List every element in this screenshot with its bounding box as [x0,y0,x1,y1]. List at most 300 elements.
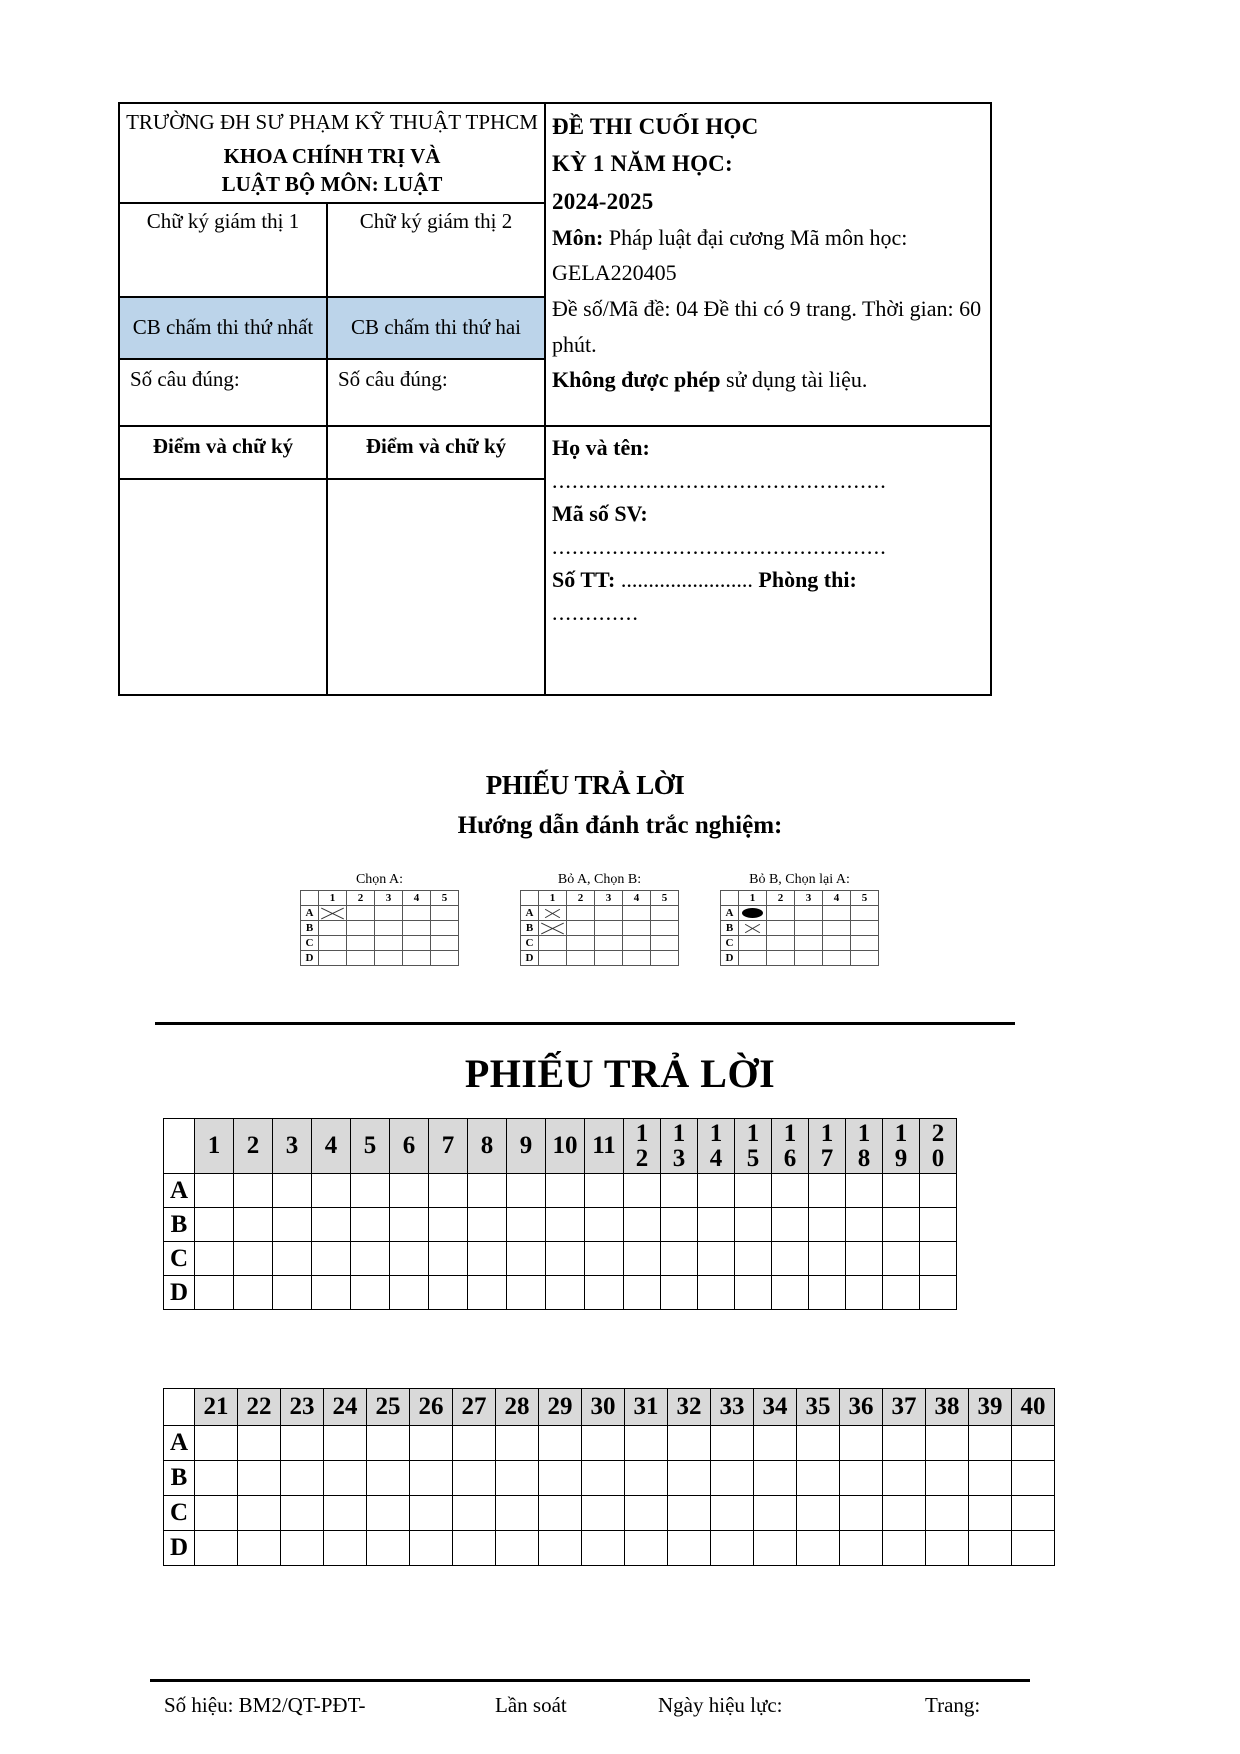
answer-bubble-11-c[interactable] [585,1242,624,1276]
answer2-row-label-d: D [164,1531,195,1566]
footer-effective-date: Ngày hiệu lực: [658,1693,783,1717]
answer2-col-header-34: 34 [754,1389,797,1426]
exam-academic-year: 2024-2025 [552,188,654,214]
answer-bubble-2-a[interactable] [234,1174,273,1208]
answer-bubble-2-b[interactable] [234,1208,273,1242]
marking-guide-title: Hướng dẫn đánh trắc nghiệm: [457,812,783,839]
answer-bubble-29-a[interactable] [539,1426,582,1461]
answer-bubble-12-d[interactable] [624,1276,661,1310]
guide2-col-2: 2 [567,891,595,906]
answer-bubble-5-c[interactable] [351,1242,390,1276]
answer-bubble-34-b[interactable] [754,1461,797,1496]
answer-bubble-33-d[interactable] [711,1531,754,1566]
guide1-row-b: B [301,921,319,936]
guide1-cell-c1 [319,936,347,951]
answer-bubble-36-a[interactable] [840,1426,883,1461]
guide2-cell-d5 [651,951,679,966]
guide1-cell-a3 [375,906,403,921]
guide3-cell-c3 [795,936,823,951]
answer-bubble-14-c[interactable] [698,1242,735,1276]
guide2-cell-b2 [567,921,595,936]
guide3-cell-b1-crossed-out [739,921,767,936]
answer-bubble-31-d[interactable] [625,1531,668,1566]
answer-bubble-37-b[interactable] [883,1461,926,1496]
answer-bubble-32-d[interactable] [668,1531,711,1566]
guide1-row-c: C [301,936,319,951]
answer-bubble-28-d[interactable] [496,1531,539,1566]
answer-bubble-31-c[interactable] [625,1496,668,1531]
answer1-col-header-2: 2 [234,1119,273,1174]
answer-bubble-23-a[interactable] [281,1426,324,1461]
cut-line-section [155,770,1015,804]
answer-bubble-19-c[interactable] [883,1242,920,1276]
answer-bubble-38-d[interactable] [926,1531,969,1566]
guide2-cell-d1 [539,951,567,966]
answer-bubble-23-b[interactable] [281,1461,324,1496]
guide-example-choose-a [300,872,459,966]
answer-bubble-11-a[interactable] [585,1174,624,1208]
answer-bubble-30-b[interactable] [582,1461,625,1496]
footer-divider [150,1679,1030,1682]
answer1-row-b [164,1208,957,1242]
answer-bubble-35-a[interactable] [797,1426,840,1461]
university-name: TRƯỜNG ĐH SƯ PHẠM KỸ THUẬT TPHCM [126,110,538,134]
guide2-cell-b3 [595,921,623,936]
answer-bubble-29-b[interactable] [539,1461,582,1496]
student-info-cell [545,426,991,695]
grader2-label: CB chấm thi thứ hai [327,297,545,359]
answer-bubble-22-b[interactable] [238,1461,281,1496]
answer2-col-header-38: 38 [926,1389,969,1426]
answer-bubble-12-b[interactable] [624,1208,661,1242]
answer-bubble-30-d[interactable] [582,1531,625,1566]
answer-bubble-6-a[interactable] [390,1174,429,1208]
answer-bubble-9-d[interactable] [507,1276,546,1310]
answer-bubble-9-c[interactable] [507,1242,546,1276]
answer-bubble-13-c[interactable] [661,1242,698,1276]
page-footer [150,1693,1040,1733]
answer-bubble-32-a[interactable] [668,1426,711,1461]
exam-info-cell [545,103,991,426]
answer-sheet-title: PHIẾU TRẢ LỜI [464,1051,776,1096]
answer-bubble-39-d[interactable] [969,1531,1012,1566]
answer2-row-a [164,1426,1055,1461]
guide3-row-d: D [721,951,739,966]
answer-bubble-24-d[interactable] [324,1531,367,1566]
answer-bubble-19-b[interactable] [883,1208,920,1242]
answer-bubble-5-b[interactable] [351,1208,390,1242]
answer-bubble-33-b[interactable] [711,1461,754,1496]
answer-bubble-29-c[interactable] [539,1496,582,1531]
answer1-row-label-c: C [164,1242,195,1276]
answer-bubble-15-c[interactable] [735,1242,772,1276]
answer-bubble-19-a[interactable] [883,1174,920,1208]
exam-title-line2: KỲ 1 NĂM HỌC: [552,151,733,177]
answer-bubble-15-b[interactable] [735,1208,772,1242]
answer-bubble-10-b[interactable] [546,1208,585,1242]
answer-bubble-17-d[interactable] [809,1276,846,1310]
answer-bubble-33-c[interactable] [711,1496,754,1531]
answer-bubble-18-a[interactable] [846,1174,883,1208]
answer-bubble-24-b[interactable] [324,1461,367,1496]
answer-grid-1-20 [163,1118,957,1310]
guide3-col-3: 3 [795,891,823,906]
answer1-col-header-17: 1 7 [809,1119,846,1174]
answer-bubble-8-b[interactable] [468,1208,507,1242]
answer-bubble-21-c[interactable] [195,1496,238,1531]
answer-bubble-35-b[interactable] [797,1461,840,1496]
guide2-cell-c5 [651,936,679,951]
answer-bubble-39-c[interactable] [969,1496,1012,1531]
answer1-col-header-18: 1 8 [846,1119,883,1174]
guide2-cell-a5 [651,906,679,921]
answer-bubble-28-b[interactable] [496,1461,539,1496]
answer-bubble-2-c[interactable] [234,1242,273,1276]
answer-bubble-27-a[interactable] [453,1426,496,1461]
answer-bubble-21-a[interactable] [195,1426,238,1461]
answer-bubble-39-b[interactable] [969,1461,1012,1496]
answer1-col-header-16: 1 6 [772,1119,809,1174]
answer-bubble-27-b[interactable] [453,1461,496,1496]
guide2-cell-d2 [567,951,595,966]
answer-bubble-36-b[interactable] [840,1461,883,1496]
answer2-col-header-21: 21 [195,1389,238,1426]
guide1-row-d: D [301,951,319,966]
answer-bubble-20-c[interactable] [920,1242,957,1276]
answer-bubble-40-b[interactable] [1012,1461,1055,1496]
answer-bubble-23-d[interactable] [281,1531,324,1566]
answer-bubble-30-c[interactable] [582,1496,625,1531]
answer-bubble-16-b[interactable] [772,1208,809,1242]
guide3-cell-b4 [823,921,851,936]
answer-bubble-13-d[interactable] [661,1276,698,1310]
guide2-row-c: C [521,936,539,951]
answer2-row-b [164,1461,1055,1496]
answer-bubble-27-d[interactable] [453,1531,496,1566]
answer-bubble-34-d[interactable] [754,1531,797,1566]
answer2-row-label-c: C [164,1496,195,1531]
guide2-cell-a3 [595,906,623,921]
answer-bubble-30-a[interactable] [582,1426,625,1461]
answer-bubble-14-b[interactable] [698,1208,735,1242]
subject-value: Pháp luật đại cương Mã môn học: GELA220405 [552,224,908,286]
answer2-col-header-39: 39 [969,1389,1012,1426]
answer-bubble-16-c[interactable] [772,1242,809,1276]
guide3-cell-a1-filled [739,906,767,921]
answer-bubble-35-d[interactable] [797,1531,840,1566]
guide3-cell-c2 [767,936,795,951]
answer1-col-header-3: 3 [273,1119,312,1174]
answer-bubble-7-d[interactable] [429,1276,468,1310]
correct-count1-field[interactable]: Số câu đúng: [119,359,327,426]
answer-bubble-8-a[interactable] [468,1174,507,1208]
answer-bubble-11-b[interactable] [585,1208,624,1242]
answer-bubble-6-c[interactable] [390,1242,429,1276]
answer-bubble-3-c[interactable] [273,1242,312,1276]
answer-bubble-7-c[interactable] [429,1242,468,1276]
answer-bubble-38-b[interactable] [926,1461,969,1496]
no-materials-rest: sử dụng tài liệu. [720,367,868,393]
seat-number-dots[interactable]: ........................ [620,567,753,593]
answer-bubble-2-d[interactable] [234,1276,273,1310]
student-name-dots[interactable]: .................................................. [552,468,887,494]
guide3-col-1: 1 [739,891,767,906]
proctor2-signature-cell[interactable] [327,203,545,297]
exam-header-table [118,102,990,696]
answer-bubble-5-a[interactable] [351,1174,390,1208]
answer-bubble-32-b[interactable] [668,1461,711,1496]
answer-bubble-21-d[interactable] [195,1531,238,1566]
answer-bubble-33-a[interactable] [711,1426,754,1461]
guide1-row-a: A [301,906,319,921]
answer-bubble-31-b[interactable] [625,1461,668,1496]
guide2-cell-a2 [567,906,595,921]
guide3-cell-d3 [795,951,823,966]
answer-bubble-20-b[interactable] [920,1208,957,1242]
guide3-corner [721,891,739,906]
guide1-cell-b1 [319,921,347,936]
answer-bubble-39-a[interactable] [969,1426,1012,1461]
guide2-cell-a1-crossed-out [539,906,567,921]
answer-bubble-13-a[interactable] [661,1174,698,1208]
footer-doc-number: Số hiệu: BM2/QT-PĐT- [164,1693,366,1717]
organization-cell [119,103,545,203]
guide2-cell-d3 [595,951,623,966]
answer-bubble-23-c[interactable] [281,1496,324,1531]
answer1-row-c [164,1242,957,1276]
answer-bubble-38-c[interactable] [926,1496,969,1531]
answer-bubble-38-a[interactable] [926,1426,969,1461]
answer-bubble-15-d[interactable] [735,1276,772,1310]
answer-bubble-25-d[interactable] [367,1531,410,1566]
score-signature2-label: Điểm và chữ ký [327,426,545,479]
answer-bubble-29-d[interactable] [539,1531,582,1566]
answer-bubble-28-c[interactable] [496,1496,539,1531]
guide2-col-3: 3 [595,891,623,906]
score-signature1-blank[interactable] [119,479,327,695]
answer-bubble-17-a[interactable] [809,1174,846,1208]
answer2-col-header-29: 29 [539,1389,582,1426]
answer-bubble-12-a[interactable] [624,1174,661,1208]
guide1-cell-c3 [375,936,403,951]
answer-bubble-7-a[interactable] [429,1174,468,1208]
answer-bubble-19-d[interactable] [883,1276,920,1310]
footer-page-number: Trang: [925,1693,981,1717]
answer-bubble-22-d[interactable] [238,1531,281,1566]
answer-bubble-25-b[interactable] [367,1461,410,1496]
answer1-col-header-10: 10 [546,1119,585,1174]
answer2-col-header-37: 37 [883,1389,926,1426]
exam-code-row: Đề số/Mã đề: 04 Đề thi có 9 trang. Thời gian: 60 phút. [552,296,982,357]
answer-bubble-37-a[interactable] [883,1426,926,1461]
guide2-row-d: D [521,951,539,966]
answer2-col-header-30: 30 [582,1389,625,1426]
guide1-corner [301,891,319,906]
proctor1-signature-cell[interactable] [119,203,327,297]
guide1-cell-b4 [403,921,431,936]
guide2-col-1: 1 [539,891,567,906]
guide-caption-1: Chọn A: [355,872,404,887]
answer-bubble-32-c[interactable] [668,1496,711,1531]
answer2-row-d [164,1531,1055,1566]
guide1-cell-b2 [347,921,375,936]
answer-bubble-37-c[interactable] [883,1496,926,1531]
department-name: LUẬT BỘ MÔN: LUẬT [221,171,443,196]
guide1-cell-a5 [431,906,459,921]
answer-bubble-4-b[interactable] [312,1208,351,1242]
guide3-cell-d4 [823,951,851,966]
guide3-col-2: 2 [767,891,795,906]
exam-room-label: Phòng thi: [758,567,857,593]
answer-bubble-9-b[interactable] [507,1208,546,1242]
answer-bubble-4-d[interactable] [312,1276,351,1310]
answer-bubble-18-d[interactable] [846,1276,883,1310]
answer-bubble-34-c[interactable] [754,1496,797,1531]
exam-title-line1: ĐỀ THI CUỐI HỌC [552,114,759,139]
answer-bubble-12-c[interactable] [624,1242,661,1276]
answer-bubble-17-b[interactable] [809,1208,846,1242]
answer-bubble-27-c[interactable] [453,1496,496,1531]
answer-bubble-24-c[interactable] [324,1496,367,1531]
cut-line-title: PHIẾU TRẢ LỜI [155,770,1015,801]
guide2-row-b: B [521,921,539,936]
student-name-label: Họ và tên: [552,435,650,461]
answer-bubble-10-c[interactable] [546,1242,585,1276]
answer2-row-c [164,1496,1055,1531]
guide1-col-3: 3 [375,891,403,906]
guide-caption-3: Bỏ B, Chọn lại A: [749,872,850,887]
answer-bubble-8-d[interactable] [468,1276,507,1310]
answer-bubble-14-a[interactable] [698,1174,735,1208]
guide2-corner [521,891,539,906]
student-id-row [552,497,984,530]
answer-bubble-31-a[interactable] [625,1426,668,1461]
score-signature2-blank[interactable] [327,479,545,695]
answer2-col-header-35: 35 [797,1389,840,1426]
guide3-col-5: 5 [851,891,879,906]
answer-bubble-40-d[interactable] [1012,1531,1055,1566]
answer-bubble-28-a[interactable] [496,1426,539,1461]
answer-bubble-26-c[interactable] [410,1496,453,1531]
guide1-cell-c5 [431,936,459,951]
guide1-cell-d5 [431,951,459,966]
answer2-col-header-33: 33 [711,1389,754,1426]
answer-bubble-1-b[interactable] [195,1208,234,1242]
answer-bubble-26-a[interactable] [410,1426,453,1461]
seat-room-row [552,563,984,596]
answer-bubble-1-d[interactable] [195,1276,234,1310]
score-signature1-label: Điểm và chữ ký [119,426,327,479]
guide1-cell-d1 [319,951,347,966]
answer-bubble-6-b[interactable] [390,1208,429,1242]
guide-caption-2: Bỏ A, Chọn B: [557,872,642,887]
answer-bubble-40-c[interactable] [1012,1496,1055,1531]
guide1-cell-b3 [375,921,403,936]
answer2-col-header-40: 40 [1012,1389,1055,1426]
answer-bubble-36-c[interactable] [840,1496,883,1531]
answer-bubble-26-d[interactable] [410,1531,453,1566]
guide2-cell-b1-x-mark [539,921,567,936]
guide1-cell-d2 [347,951,375,966]
answer-bubble-16-a[interactable] [772,1174,809,1208]
answer-bubble-3-a[interactable] [273,1174,312,1208]
answer1-row-a [164,1174,957,1208]
answer-bubble-36-d[interactable] [840,1531,883,1566]
correct-count2-field[interactable]: Số câu đúng: [327,359,545,426]
answer2-col-header-26: 26 [410,1389,453,1426]
answer-bubble-37-d[interactable] [883,1531,926,1566]
answer-grid-21-40 [163,1388,1055,1566]
answer-bubble-3-d[interactable] [273,1276,312,1310]
answer1-col-header-11: 11 [585,1119,624,1174]
answer-bubble-14-d[interactable] [698,1276,735,1310]
answer1-col-header-6: 6 [390,1119,429,1174]
answer-bubble-10-a[interactable] [546,1174,585,1208]
exam-room-dots[interactable]: ............. [552,600,640,626]
answer-bubble-18-b[interactable] [846,1208,883,1242]
answer-bubble-1-a[interactable] [195,1174,234,1208]
answer-bubble-7-b[interactable] [429,1208,468,1242]
student-name-row [552,431,984,464]
guide3-cell-c4 [823,936,851,951]
answer2-col-header-31: 31 [625,1389,668,1426]
guide-example-back-to-a [720,872,879,966]
answer-bubble-21-b[interactable] [195,1461,238,1496]
answer-bubble-20-a[interactable] [920,1174,957,1208]
answer-bubble-3-b[interactable] [273,1208,312,1242]
answer-bubble-20-d[interactable] [920,1276,957,1310]
answer1-col-header-1: 1 [195,1119,234,1174]
guide2-cell-b5 [651,921,679,936]
answer-bubble-16-d[interactable] [772,1276,809,1310]
answer1-col-header-9: 9 [507,1119,546,1174]
answer-bubble-22-a[interactable] [238,1426,281,1461]
answer-bubble-40-a[interactable] [1012,1426,1055,1461]
answer-bubble-1-c[interactable] [195,1242,234,1276]
answer-bubble-18-c[interactable] [846,1242,883,1276]
answer-bubble-6-d[interactable] [390,1276,429,1310]
seat-number-label: Số TT: [552,567,616,593]
answer-bubble-13-b[interactable] [661,1208,698,1242]
grader1-label: CB chấm thi thứ nhất [119,297,327,359]
answer-bubble-26-b[interactable] [410,1461,453,1496]
answer1-row-d [164,1276,957,1310]
guide1-col-1: 1 [319,891,347,906]
answer1-col-header-14: 1 4 [698,1119,735,1174]
answer-bubble-25-a[interactable] [367,1426,410,1461]
answer-bubble-11-d[interactable] [585,1276,624,1310]
guide3-row-a: A [721,906,739,921]
answer-bubble-10-d[interactable] [546,1276,585,1310]
answer-bubble-4-a[interactable] [312,1174,351,1208]
answer-bubble-35-c[interactable] [797,1496,840,1531]
answer-bubble-4-c[interactable] [312,1242,351,1276]
answer-bubble-34-a[interactable] [754,1426,797,1461]
answer-bubble-25-c[interactable] [367,1496,410,1531]
answer-bubble-8-c[interactable] [468,1242,507,1276]
answer-bubble-17-c[interactable] [809,1242,846,1276]
answer-bubble-9-a[interactable] [507,1174,546,1208]
guide3-cell-a5 [851,906,879,921]
answer-bubble-15-a[interactable] [735,1174,772,1208]
guide1-cell-d3 [375,951,403,966]
answer-bubble-24-a[interactable] [324,1426,367,1461]
guide2-row-a: A [521,906,539,921]
student-id-dots[interactable]: .................................................. [552,534,887,560]
answer-bubble-22-c[interactable] [238,1496,281,1531]
answer-bubble-5-d[interactable] [351,1276,390,1310]
guide1-cell-a2 [347,906,375,921]
